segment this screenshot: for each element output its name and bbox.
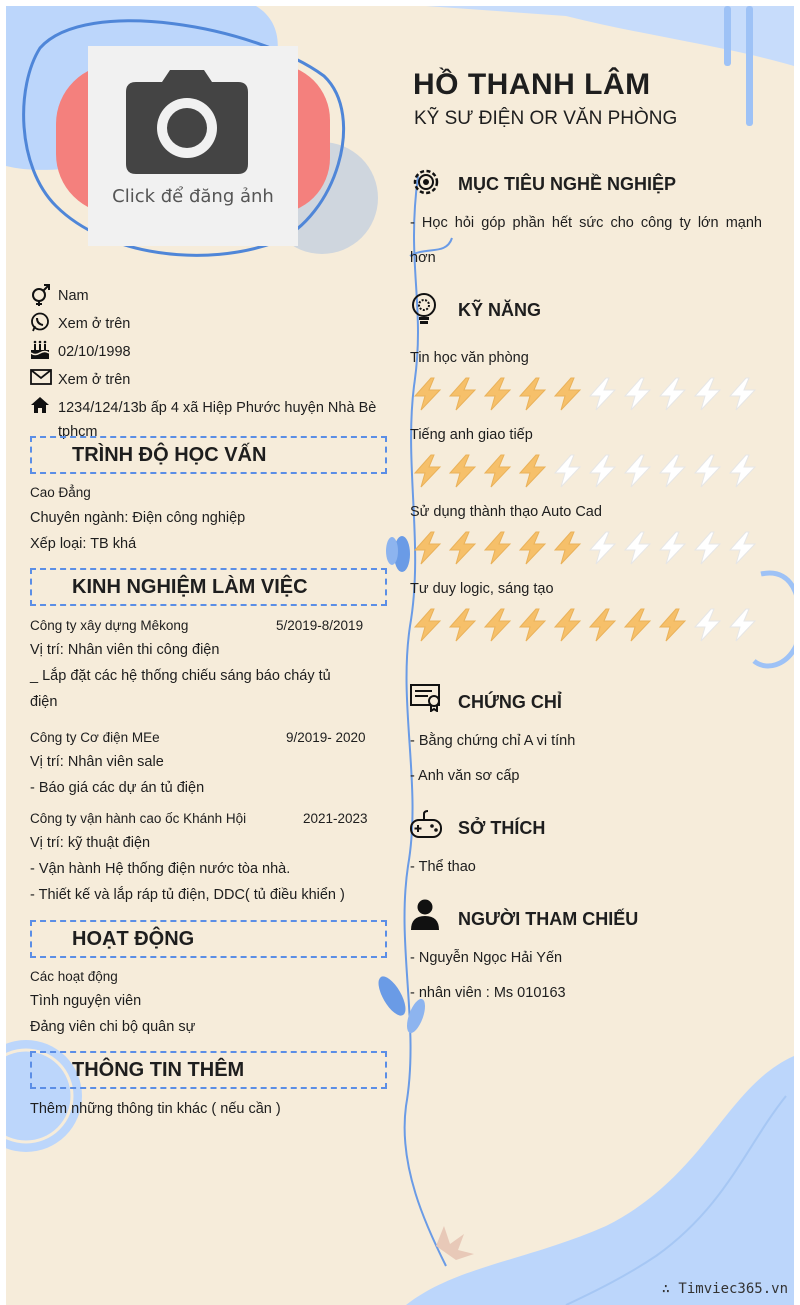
watermark: ∴ Timviec365.vn [661, 1281, 788, 1297]
skill-name: Tư duy logic, sáng tạo [410, 581, 554, 597]
bolt-filled-icon [550, 607, 585, 643]
camera-icon[interactable] [124, 68, 250, 176]
lightbulb-icon [410, 292, 438, 326]
education-heading: TRÌNH ĐỘ HỌC VẤN [72, 444, 267, 466]
bolt-empty-icon [655, 376, 690, 412]
bolt-filled-icon [480, 453, 515, 489]
activities-line: Đảng viên chi bộ quân sự [30, 1019, 196, 1035]
contact-birthday [30, 342, 131, 364]
job-1-line: _ Lắp đặt các hệ thống chiếu sáng báo cháy tủ [30, 668, 331, 684]
contact-gender-text: Nam [58, 288, 89, 304]
education-school: Cao Đẳng [30, 485, 91, 500]
bolt-empty-icon [620, 530, 655, 566]
whatsapp-icon [30, 312, 58, 332]
activities-heading: HOẠT ĐỘNG [72, 928, 195, 950]
objective-text-2: hơn [410, 250, 436, 266]
candidate-name: HỒ THANH LÂM [413, 68, 651, 101]
bolt-empty-icon [690, 530, 725, 566]
job-3-line: - Thiết kế và lắp ráp tủ điện, DDC( tủ điều khiển ) [30, 887, 345, 903]
bolt-filled-icon [585, 607, 620, 643]
certificate-line: - Bằng chứng chỉ A vi tính [410, 733, 576, 749]
bolt-filled-icon [445, 530, 480, 566]
photo-upload-caption[interactable]: Click để đăng ảnh [112, 186, 274, 207]
job-2-line: Vị trí: Nhân viên sale [30, 754, 164, 770]
bolt-empty-icon [690, 607, 725, 643]
hobby-line: - Thể thao [410, 859, 476, 875]
bolt-empty-icon [620, 453, 655, 489]
bolt-empty-icon [725, 607, 760, 643]
bolt-empty-icon [725, 453, 760, 489]
birthday-cake-icon [30, 340, 58, 360]
contact-birthday-text: 02/10/1998 [58, 344, 131, 360]
bolt-filled-icon [410, 376, 445, 412]
bolt-empty-icon [585, 453, 620, 489]
skill-name: Tiếng anh giao tiếp [410, 427, 533, 443]
experience-heading: KINH NGHIỆM LÀM VIỆC [72, 576, 308, 598]
job-title: KỸ SƯ ĐIỆN OR VĂN PHÒNG [414, 108, 678, 129]
education-section-header [30, 436, 387, 474]
education-grade: Xếp loại: TB khá [30, 536, 137, 552]
bolt-filled-icon [480, 376, 515, 412]
experience-section-header [30, 568, 387, 606]
person-icon [410, 899, 440, 931]
skill-rating-bar [410, 530, 760, 566]
job-2-line: - Báo giá các dự án tủ điện [30, 780, 205, 796]
job-1-line: điện [30, 694, 58, 710]
contact-address-text-2: tphcm [58, 424, 98, 440]
bolt-filled-icon [445, 376, 480, 412]
job-2-period: 9/2019- 2020 [286, 730, 366, 745]
bolt-empty-icon [655, 453, 690, 489]
job-1-period: 5/2019-8/2019 [276, 618, 364, 633]
bolt-filled-icon [410, 453, 445, 489]
bolt-empty-icon [725, 530, 760, 566]
activities-section-header [30, 920, 387, 958]
activities-line: Tình nguyện viên [30, 993, 142, 1009]
job-3-company: Công ty vận hành cao ốc Khánh Hội [30, 811, 247, 826]
bolt-filled-icon [655, 607, 690, 643]
contact-email-text: Xem ở trên [58, 372, 131, 388]
bolt-empty-icon [585, 530, 620, 566]
contact-phone-text: Xem ở trên [58, 316, 131, 332]
job-3-period: 2021-2023 [303, 811, 368, 826]
certificates-heading: CHỨNG CHỈ [458, 692, 562, 712]
bolt-empty-icon [585, 376, 620, 412]
bolt-filled-icon [550, 376, 585, 412]
job-3-line: Vị trí: kỹ thuật điện [30, 835, 151, 851]
target-gear-icon [410, 166, 442, 198]
activities-line: Các hoạt động [30, 969, 118, 984]
cv-page [6, 6, 794, 1305]
certificate-line: - Anh văn sơ cấp [410, 768, 520, 784]
job-1-company: Công ty xây dựng Mêkong [30, 618, 189, 633]
job-1-line: Vị trí: Nhân viên thi công điện [30, 642, 220, 658]
more-info-section-header [30, 1051, 387, 1089]
certificate-icon [410, 684, 442, 712]
skill-name: Tin học văn phòng [410, 350, 529, 366]
skill-rating-bar [410, 607, 760, 643]
skill-rating-bar [410, 376, 760, 412]
contact-phone [30, 314, 130, 336]
bolt-filled-icon [445, 607, 480, 643]
skill-rating-bar [410, 453, 760, 489]
contact-address-text: 1234/124/13b ấp 4 xã Hiệp Phước huyện Nhà Bè [58, 400, 377, 416]
job-3-line: - Vận hành Hệ thống điện nước tòa nhà. [30, 861, 291, 877]
bolt-filled-icon [410, 607, 445, 643]
bolt-filled-icon [480, 530, 515, 566]
bolt-empty-icon [690, 453, 725, 489]
education-major: Chuyên ngành: Điện công nghiệp [30, 510, 246, 526]
more-info-text: Thêm những thông tin khác ( nếu cần ) [30, 1101, 281, 1117]
bolt-filled-icon [480, 607, 515, 643]
contact-email [30, 370, 130, 392]
bolt-filled-icon [515, 607, 550, 643]
hobbies-heading: SỞ THÍCH [458, 818, 546, 838]
objective-text: - Học hỏi góp phần hết sức cho công ty lớn mạnh [410, 215, 762, 231]
bolt-filled-icon [410, 530, 445, 566]
more-info-heading: THÔNG TIN THÊM [72, 1059, 245, 1081]
skills-heading: KỸ NĂNG [458, 300, 542, 320]
contact-gender [30, 286, 89, 308]
objective-heading: MỤC TIÊU NGHỀ NGHIỆP [458, 174, 677, 194]
home-icon [30, 396, 58, 414]
envelope-icon [30, 368, 58, 386]
job-2-company: Công ty Cơ điện MEe [30, 730, 160, 745]
bolt-empty-icon [655, 530, 690, 566]
gamepad-icon [410, 810, 442, 840]
reference-line: - nhân viên : Ms 010163 [410, 985, 566, 1001]
reference-line: - Nguyễn Ngọc Hải Yến [410, 950, 563, 966]
bolt-empty-icon [550, 453, 585, 489]
bolt-filled-icon [515, 530, 550, 566]
bolt-filled-icon [550, 530, 585, 566]
bolt-filled-icon [620, 607, 655, 643]
gender-icon [30, 284, 58, 306]
bolt-empty-icon [620, 376, 655, 412]
bolt-filled-icon [515, 453, 550, 489]
bolt-empty-icon [690, 376, 725, 412]
bolt-filled-icon [445, 453, 480, 489]
references-heading: NGƯỜI THAM CHIẾU [458, 909, 639, 929]
skill-name: Sử dụng thành thạo Auto Cad [410, 504, 602, 520]
bolt-empty-icon [725, 376, 760, 412]
bolt-filled-icon [515, 376, 550, 412]
